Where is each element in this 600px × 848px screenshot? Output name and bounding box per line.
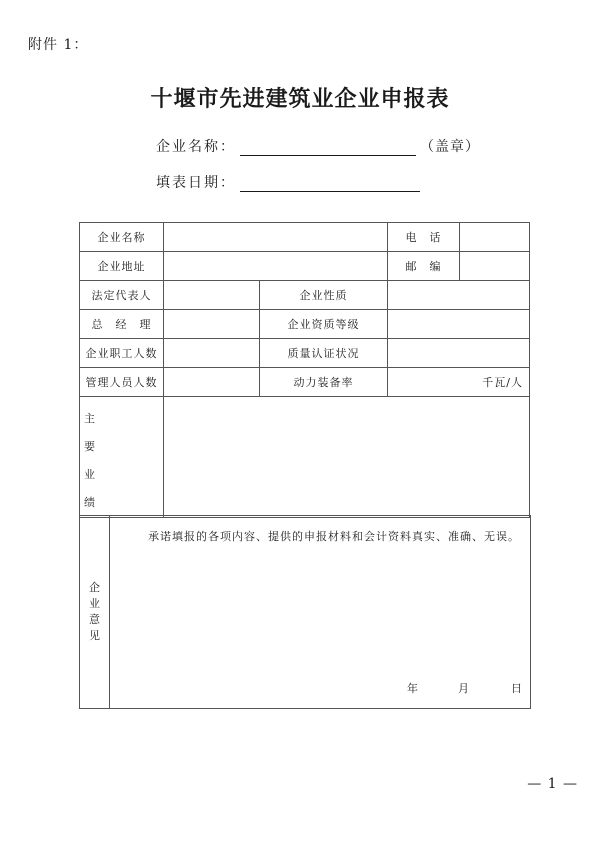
table-row (80, 397, 530, 518)
signature-date (407, 680, 522, 696)
phone-value[interactable] (460, 223, 530, 252)
achievements-char: 绩 (84, 496, 96, 509)
general-manager-label: 总 经 理 (80, 310, 164, 339)
table-row (80, 223, 530, 252)
opinion-body[interactable] (110, 516, 531, 709)
seal-note: （盖章） (420, 139, 480, 155)
attachment-label: 附件 1： (28, 37, 89, 53)
phone-label: 电 话 (388, 223, 460, 252)
opinion-char: 意 (89, 613, 100, 626)
opinion-label (80, 516, 110, 709)
table-row (80, 310, 530, 339)
day-label: 日 (511, 682, 522, 695)
power-rate-label: 动力装备率 (260, 368, 388, 397)
form-title: 十堰市先进建筑业企业申报表 (150, 87, 450, 112)
achievements-char: 要 (84, 440, 96, 453)
employees-label: 企业职工人数 (80, 339, 164, 368)
quality-cert-value[interactable] (388, 339, 530, 368)
postcode-label: 邮 编 (388, 252, 460, 281)
application-table (79, 222, 530, 518)
table-row (80, 252, 530, 281)
company-type-value[interactable] (388, 281, 530, 310)
postcode-value[interactable] (460, 252, 530, 281)
legal-rep-label: 法定代表人 (80, 281, 164, 310)
company-type-label: 企业性质 (260, 281, 388, 310)
managers-label: 管理人员人数 (80, 368, 164, 397)
opinion-char: 见 (89, 629, 100, 642)
achievements-char: 业 (84, 468, 96, 481)
address-value[interactable] (164, 252, 388, 281)
power-rate-value[interactable] (388, 368, 530, 397)
table-row (80, 281, 530, 310)
achievements-value[interactable] (164, 397, 530, 518)
table-row (80, 339, 530, 368)
power-unit: 千瓦/人 (482, 376, 523, 389)
fill-date-field (156, 172, 420, 192)
employees-value[interactable] (164, 339, 260, 368)
opinion-char: 企 (89, 581, 100, 594)
commitment-text: 承诺填报的各项内容、提供的申报材料和会计资料真实、准确、无误。 (148, 530, 520, 543)
table-row (80, 368, 530, 397)
table-row (80, 516, 531, 709)
company-name-blank[interactable] (240, 141, 416, 156)
qualification-value[interactable] (388, 310, 530, 339)
qualification-label: 企业资质等级 (260, 310, 388, 339)
year-label: 年 (407, 682, 418, 695)
company-name-cell-label: 企业名称 (80, 223, 164, 252)
page-number: — 1 — (527, 776, 578, 792)
address-label: 企业地址 (80, 252, 164, 281)
month-label: 月 (458, 682, 469, 695)
quality-cert-label: 质量认证状况 (260, 339, 388, 368)
fill-date-label: 填表日期： (156, 175, 236, 191)
company-name-label: 企业名称： (156, 139, 236, 155)
managers-value[interactable] (164, 368, 260, 397)
legal-rep-value[interactable] (164, 281, 260, 310)
opinion-char: 业 (89, 597, 100, 610)
opinion-table (79, 515, 531, 709)
company-name-field (156, 136, 480, 156)
fill-date-blank[interactable] (240, 177, 420, 192)
achievements-label (80, 397, 164, 518)
general-manager-value[interactable] (164, 310, 260, 339)
achievements-char: 主 (84, 412, 96, 425)
company-name-value[interactable] (164, 223, 388, 252)
